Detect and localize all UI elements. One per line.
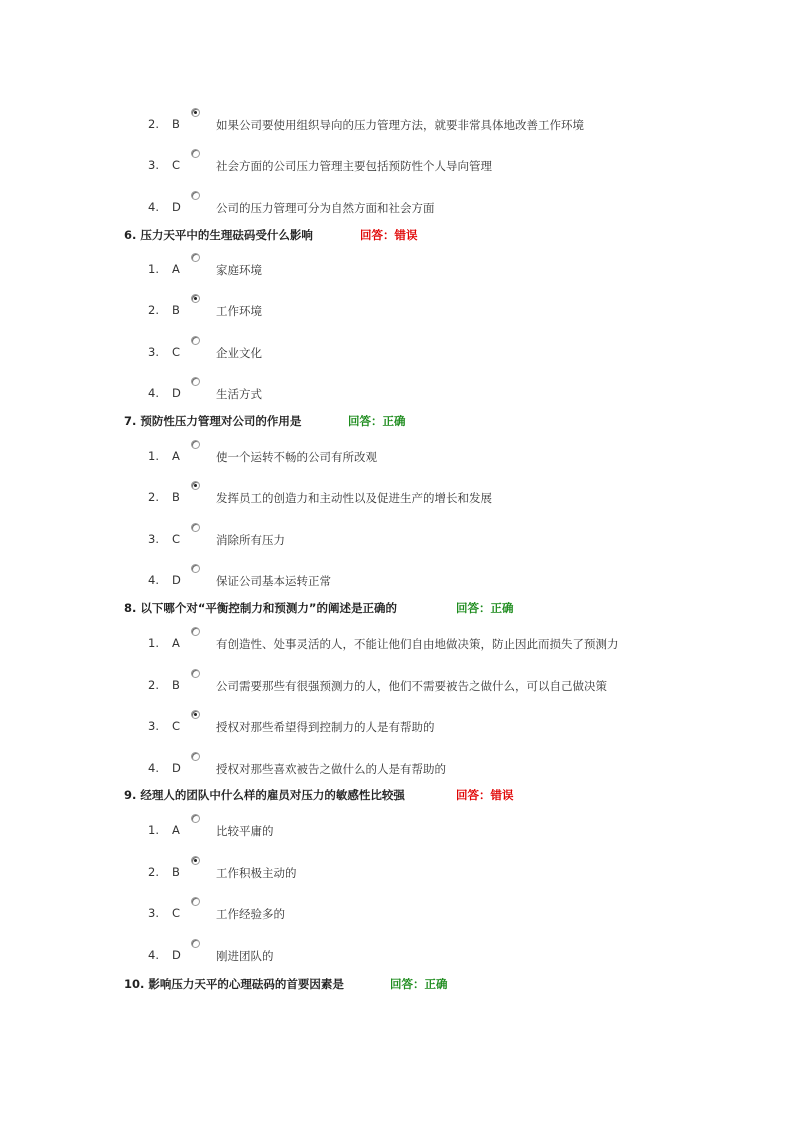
option-text: 公司的压力管理可分为自然方面和社会方面	[216, 201, 435, 215]
radio-button[interactable]	[191, 253, 200, 262]
option-row[interactable]	[0, 532, 794, 554]
option-row[interactable]	[0, 490, 794, 512]
option-letter: D	[172, 948, 181, 962]
option-text: 工作经验多的	[216, 907, 285, 921]
question-title	[124, 976, 448, 994]
question-title	[124, 227, 418, 245]
option-text: 工作环境	[216, 304, 262, 318]
radio-button-checked[interactable]	[191, 856, 200, 865]
option-row[interactable]	[0, 449, 794, 471]
option-number: 2.	[148, 865, 159, 879]
option-number: 3.	[148, 158, 159, 172]
question-title	[124, 413, 406, 431]
option-letter: A	[172, 262, 180, 276]
option-text: 保证公司基本运转正常	[216, 574, 331, 588]
radio-button[interactable]	[191, 627, 200, 636]
option-letter: C	[172, 158, 181, 172]
option-number: 1.	[148, 262, 159, 276]
option-row[interactable]	[0, 906, 794, 928]
radio-button[interactable]	[191, 814, 200, 823]
option-text: 企业文化	[216, 346, 262, 360]
option-text: 如果公司要使用组织导向的压力管理方法，就要非常具体地改善工作环境	[216, 118, 584, 132]
option-letter: B	[172, 490, 180, 504]
option-letter: C	[172, 719, 181, 733]
radio-button-checked[interactable]	[191, 481, 200, 490]
option-letter: B	[172, 117, 180, 131]
radio-button[interactable]	[191, 149, 200, 158]
answer-wrong-label: 回答：错误	[456, 788, 514, 802]
option-text: 授权对那些喜欢被告之做什么的人是有帮助的	[216, 762, 446, 776]
radio-button[interactable]	[191, 523, 200, 532]
radio-button[interactable]	[191, 564, 200, 573]
option-letter: A	[172, 636, 180, 650]
option-number: 4.	[148, 948, 159, 962]
option-number: 2.	[148, 117, 159, 131]
radio-button[interactable]	[191, 939, 200, 948]
question-text: 9. 经理人的团队中什么样的雇员对压力的敏感性比较强	[124, 788, 405, 802]
option-row[interactable]	[0, 865, 794, 887]
option-row[interactable]	[0, 636, 794, 658]
option-row[interactable]	[0, 262, 794, 284]
option-number: 1.	[148, 636, 159, 650]
option-row[interactable]	[0, 948, 794, 970]
option-row[interactable]	[0, 386, 794, 408]
question-title	[124, 600, 514, 618]
radio-button[interactable]	[191, 752, 200, 761]
option-number: 4.	[148, 761, 159, 775]
question-text: 7. 预防性压力管理对公司的作用是	[124, 414, 302, 428]
option-row[interactable]	[0, 117, 794, 139]
option-number: 3.	[148, 532, 159, 546]
radio-button[interactable]	[191, 377, 200, 386]
option-row[interactable]	[0, 200, 794, 222]
option-number: 2.	[148, 678, 159, 692]
question-text: 10. 影响压力天平的心理砝码的首要因素是	[124, 977, 344, 991]
option-text: 有创造性、处事灵活的人，不能让他们自由地做决策，防止因此而损失了预测力	[216, 637, 619, 651]
radio-button-checked[interactable]	[191, 108, 200, 117]
option-letter: C	[172, 345, 181, 359]
option-letter: D	[172, 200, 181, 214]
option-text: 消除所有压力	[216, 533, 285, 547]
option-letter: D	[172, 573, 181, 587]
option-row[interactable]	[0, 719, 794, 741]
answer-correct-label: 回答：正确	[390, 977, 448, 991]
option-number: 1.	[148, 449, 159, 463]
option-row[interactable]	[0, 678, 794, 700]
option-letter: C	[172, 906, 181, 920]
radio-button-checked[interactable]	[191, 710, 200, 719]
option-row[interactable]	[0, 158, 794, 180]
option-text: 使一个运转不畅的公司有所改观	[216, 450, 377, 464]
option-number: 3.	[148, 345, 159, 359]
option-text: 社会方面的公司压力管理主要包括预防性个人导向管理	[216, 159, 492, 173]
option-letter: D	[172, 386, 181, 400]
option-text: 家庭环境	[216, 263, 262, 277]
option-number: 1.	[148, 823, 159, 837]
question-title	[124, 787, 514, 805]
option-row[interactable]	[0, 303, 794, 325]
question-text: 6. 压力天平中的生理砝码受什么影响	[124, 228, 313, 242]
option-row[interactable]	[0, 761, 794, 783]
option-letter: C	[172, 532, 181, 546]
option-number: 2.	[148, 303, 159, 317]
answer-correct-label: 回答：正确	[348, 414, 406, 428]
answer-wrong-label: 回答：错误	[360, 228, 418, 242]
option-number: 2.	[148, 490, 159, 504]
option-text: 公司需要那些有很强预测力的人，他们不需要被告之做什么，可以自己做决策	[216, 679, 607, 693]
option-number: 4.	[148, 200, 159, 214]
option-number: 4.	[148, 573, 159, 587]
radio-button[interactable]	[191, 191, 200, 200]
option-letter: B	[172, 678, 180, 692]
option-letter: A	[172, 823, 180, 837]
option-row[interactable]	[0, 345, 794, 367]
option-row[interactable]	[0, 573, 794, 595]
answer-correct-label: 回答：正确	[456, 601, 514, 615]
option-letter: D	[172, 761, 181, 775]
option-row[interactable]	[0, 823, 794, 845]
radio-button[interactable]	[191, 669, 200, 678]
option-text: 刚进团队的	[216, 949, 274, 963]
radio-button[interactable]	[191, 336, 200, 345]
option-text: 授权对那些希望得到控制力的人是有帮助的	[216, 720, 435, 734]
radio-button[interactable]	[191, 897, 200, 906]
option-letter: B	[172, 303, 180, 317]
option-number: 3.	[148, 906, 159, 920]
option-text: 生活方式	[216, 387, 262, 401]
option-number: 4.	[148, 386, 159, 400]
option-text: 发挥员工的创造力和主动性以及促进生产的增长和发展	[216, 491, 492, 505]
radio-button-checked[interactable]	[191, 294, 200, 303]
option-text: 工作积极主动的	[216, 866, 297, 880]
option-text: 比较平庸的	[216, 824, 274, 838]
question-text: 8. 以下哪个对“平衡控制力和预测力”的阐述是正确的	[124, 601, 397, 615]
option-letter: B	[172, 865, 180, 879]
option-number: 3.	[148, 719, 159, 733]
radio-button[interactable]	[191, 440, 200, 449]
option-letter: A	[172, 449, 180, 463]
